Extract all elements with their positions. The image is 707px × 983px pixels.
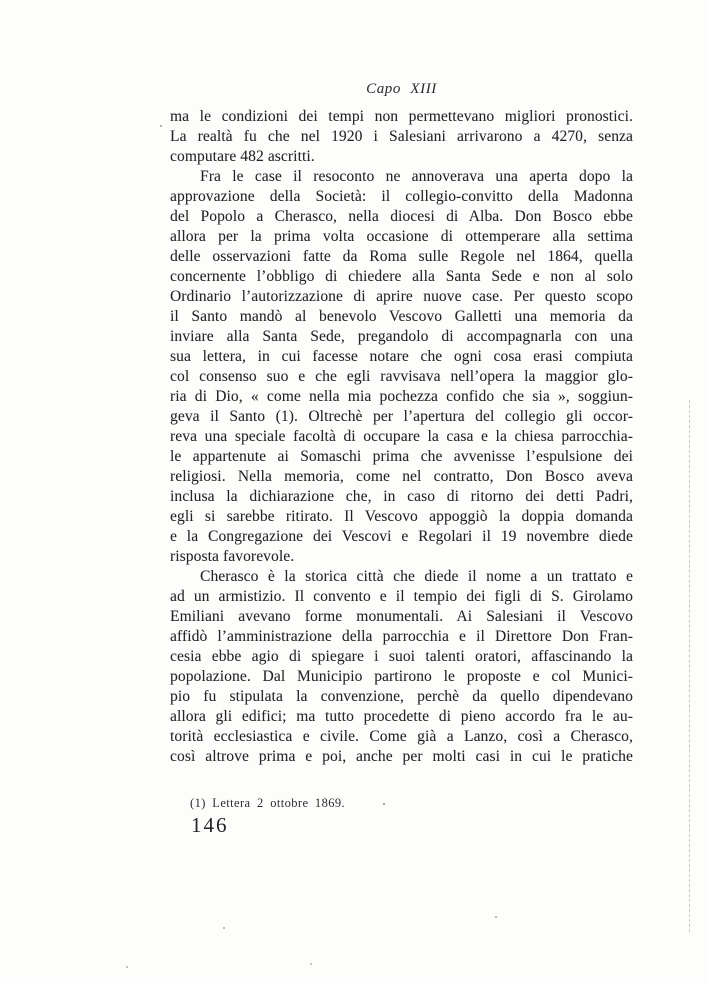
text-line: Fra le case il resoconto ne annoverava una aperta dopo la — [200, 168, 633, 185]
text-line: ma le condizioni dei tempi non permettevano migliori pronostici. — [170, 108, 633, 125]
text-line: così altrove prima e poi, anche per molti casi in cui le pratiche — [170, 748, 633, 765]
text-line: reva una speciale facoltà di occupare la casa e la chiesa parrocchia- — [170, 428, 633, 445]
page-number: 146 — [191, 813, 229, 837]
text-line: sua lettera, in cui facesse notare che ogni cosa erasi compiuta — [170, 348, 633, 365]
text-line: torità ecclesiastica e civile. Come già a Lanzo, così a Cherasco, — [170, 728, 633, 745]
text-line: pio fu stipulata la convenzione, perchè da quello dipendevano — [170, 688, 633, 705]
text-line: il Santo mandò al benevolo Vescovo Galletti una memoria da — [170, 308, 633, 325]
text-line: computare 482 ascritti. — [170, 148, 315, 165]
text-line: inclusa la dichiarazione che, in caso di ritorno dei detti Padri, — [170, 488, 633, 505]
running-header: Capo XIII — [366, 81, 437, 97]
text-line: cesia ebbe agio di spiegare i suoi talenti oratori, affascinando la — [170, 648, 633, 665]
text-line: religiosi. Nella memoria, come nel contratto, Don Bosco aveva — [170, 468, 633, 485]
text-line: ria di Dio, « come nella mia pochezza confido che sia », soggiun- — [170, 388, 633, 405]
text-line: affidò l’amministrazione della parrocchia e il Direttore Don Fran- — [170, 628, 633, 645]
text-line: La realtà fu che nel 1920 i Salesiani arrivarono a 4270, senza — [170, 128, 633, 145]
text-line: inviare alla Santa Sede, pregandolo di accompagnarla con una — [170, 328, 633, 345]
text-line: del Popolo a Cherasco, nella diocesi di Alba. Don Bosco ebbe — [170, 208, 633, 225]
text-line: approvazione della Società: il collegio-convitto della Madonna — [170, 188, 633, 205]
text-line: Ordinario l’autorizzazione di aprire nuove case. Per questo scopo — [170, 288, 633, 305]
text-line: egli si sarebbe ritirato. Il Vescovo appoggiò la doppia domanda — [170, 508, 633, 525]
scan-artifact-specks — [0, 0, 2, 2]
text-line: allora gli edifici; ma tutto procedette di pieno accordo fra le au- — [170, 708, 633, 725]
text-line: Cherasco è la storica città che diede il nome a un trattato e — [200, 568, 633, 585]
text-line: col consenso suo e che egli ravvisava nell’opera la maggior glo- — [170, 368, 633, 385]
text-line: popolazione. Dal Municipio partirono le proposte e col Munici- — [170, 668, 633, 685]
text-line: Emiliani avevano forme monumentali. Ai Salesiani il Vescovo — [170, 608, 633, 625]
footnote: (1) Lettera 2 ottobre 1869. — [190, 796, 346, 810]
text-line: le appartenute ai Somaschi prima che avvenisse l’espulsione dei — [170, 448, 633, 465]
text-line: concernente l’obbligo di chiedere alla Santa Sede e non al solo — [170, 268, 633, 285]
text-line: allora per la prima volta occasione di ottemperare alla settima — [170, 228, 633, 245]
body-text — [170, 107, 633, 767]
text-line: e la Congregazione dei Vescovi e Regolari il 19 novembre diede — [170, 528, 633, 545]
text-line: risposta favorevole. — [170, 548, 295, 565]
text-line: geva il Santo (1). Oltrechè per l’apertura del collegio gli occor- — [170, 408, 633, 425]
scan-artifact-line — [689, 400, 690, 932]
text-line: ad un armistizio. Il convento e il tempio dei figli di S. Girolamo — [170, 588, 633, 605]
text-line: delle osservazioni fatte da Roma sulle Regole nel 1864, quella — [170, 248, 633, 265]
